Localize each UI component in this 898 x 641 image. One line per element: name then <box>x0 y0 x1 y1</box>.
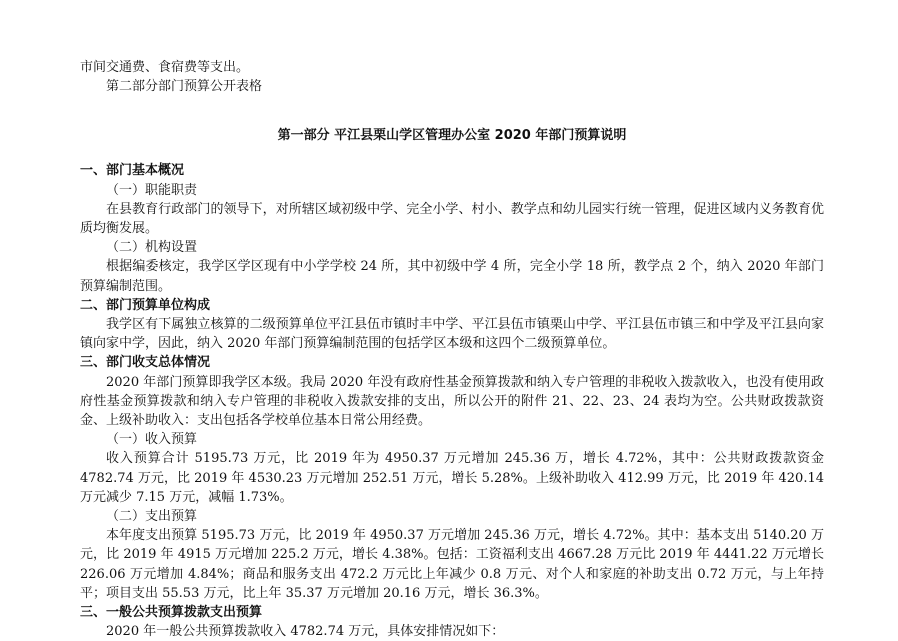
paragraph-organization: 根据编委核定，我学区学区现有中小学学校 24 所，其中初级中学 4 所，完全小学 18 所，教学点 2 个，纳入 2020 年部门预算编制范围。 <box>80 259 824 294</box>
section-heading-basic-overview: 一、部门基本概况 <box>80 163 185 179</box>
paragraph-budget-units: 我学区有下属独立核算的二级预算单位平江县伍市镇时丰中学、平江县伍市镇栗山中学、平江县伍市镇三和中学及平江县向家镇向家中学，因此，纳入 2020 年部门预算编制范围的包括学区本级和这四个二级预算单位。 <box>80 317 824 352</box>
paragraph-expense-budget: 本年度支出预算 5195.73 万元，比 2019 年 4950.37 万元增加 245.36 万元，增长 4.72%。其中：基本支出 5140.20 万元，比 2019 年 4915 万元增加 225.2 万元，增长 4.38%。包括：工资福利支出 4667.28 万元比 2019 年 4441.22 万元增长 226.06 万元增加 4.84%；商品和服务支出 472.2 万元比上年减少 0.8 万元、对个人和家庭的补助支出 0.72 万元，与上年持平；项目支出 55.53 万元，比上年 35.37 万元增加 20.16 万元，增长 36.3%。 <box>80 528 824 601</box>
subheading-expense-budget: （二）支出预算 <box>106 509 198 525</box>
document-body <box>80 58 824 641</box>
subheading-organization: （二）机构设置 <box>106 240 198 256</box>
paragraph-public-budget: 2020 年一般公共预算拨款收入 4782.74 万元，具体安排情况如下： <box>106 624 505 640</box>
intro-line: 市间交通费、食宿费等支出。 <box>80 60 250 75</box>
subheading-duties: （一）职能职责 <box>106 182 198 198</box>
section-heading-budget-units: 二、部门预算单位构成 <box>80 297 211 313</box>
section-heading-revenue-expense: 三、部门收支总体情况 <box>80 355 211 371</box>
subheading-revenue-budget: （一）收入预算 <box>106 432 198 448</box>
paragraph-revenue-expense: 2020 年部门预算即我学区本级。我局 2020 年没有政府性基金预算拨款和纳入专户管理的非税收入拨款收入，也没有使用政府性基金预算拨款和纳入专户管理的非税收入拨款安排的支出，所以公开的附件 21、22、23、24 表均为空。公共财政拨款资金、上级补助收入：支出包括各学校单位基本日常公用经费。 <box>80 374 824 429</box>
paragraph-revenue-budget: 收入预算合计 5195.73 万元，比 2019 年为 4950.37 万元增加 245.36 万，增长 4.72%，其中：公共财政拨款资金 4782.74 万元，比 2019 年 4530.23 万元增加 252.51 万元，增长 5.28%。上级补助收入 412.99 万元，比 2019 年 420.14 万元减少 7.15 万元，减幅 1.73%。 <box>80 451 824 505</box>
document-title: 第一部分 平江县栗山学区管理办公室 2020 年部门预算说明 <box>277 128 627 144</box>
section-heading-public-budget: 三、一般公共预算拨款支出预算 <box>80 605 263 621</box>
intro-part-two: 第二部分部门预算公开表格 <box>106 79 263 95</box>
paragraph-duties: 在县教育行政部门的领导下，对所辖区域初级中学、完全小学、村小、教学点和幼儿园实行统一管理，促进区域内义务教育优质均衡发展。 <box>80 201 824 237</box>
